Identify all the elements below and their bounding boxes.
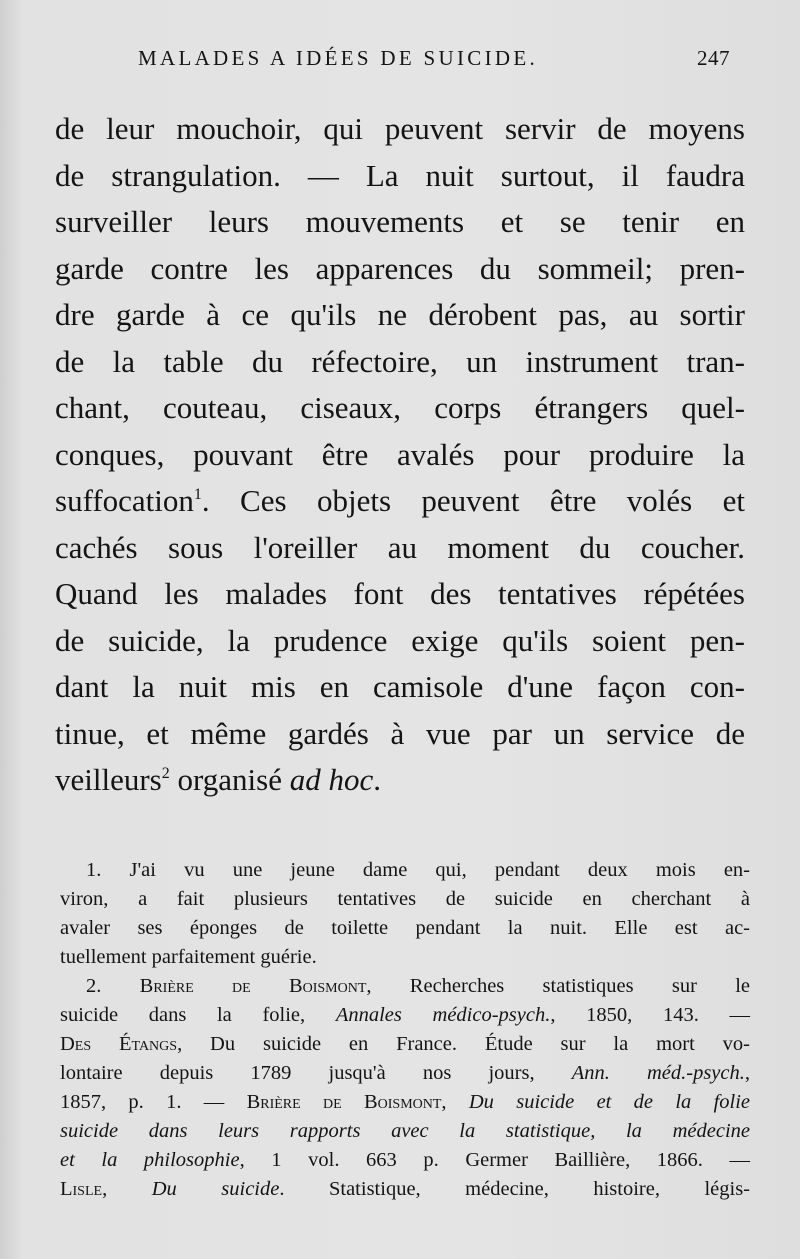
running-head: MALADES A IDÉES DE SUICIDE. bbox=[138, 46, 539, 70]
text-fragment: suicide dans la folie, bbox=[60, 1004, 336, 1026]
page-header bbox=[0, 42, 800, 76]
author-name: Brière de Boismont bbox=[139, 975, 367, 997]
author-name: Lisle bbox=[60, 1178, 103, 1200]
footnote-2-line bbox=[60, 1146, 750, 1175]
italic-phrase: ad hoc bbox=[289, 762, 374, 797]
text-fragment: , Recherches statistiques sur le bbox=[366, 975, 751, 997]
text-fragment: . Statistique, médecine, histoire, légis- bbox=[279, 1178, 751, 1200]
journal-title: Ann. méd.-psych. bbox=[571, 1062, 745, 1084]
book-title: Du suicide bbox=[151, 1178, 280, 1200]
text-line: garde contre les apparences du sommeil; pren- bbox=[55, 250, 745, 286]
text-line: dre garde à ce qu'ils ne dérobent pas, au sortir bbox=[55, 297, 745, 332]
text-line: dant la nuit mis en camisole d'une façon con- bbox=[55, 669, 745, 704]
footnote-2-line bbox=[60, 972, 750, 1001]
text-fragment: . bbox=[373, 762, 381, 797]
text-fragment: , bbox=[102, 1178, 152, 1200]
text-fragment: suffocation bbox=[55, 483, 194, 518]
text-fragment: veilleurs bbox=[55, 762, 162, 797]
text-line: Quand les malades font des tentatives répétées bbox=[55, 576, 745, 611]
footnote-1-line: avaler ses éponges de toilette pendant la nuit. Elle est ac- bbox=[60, 917, 750, 939]
text-fragment: lontaire depuis 1789 jusqu'à nos jours, bbox=[60, 1062, 572, 1084]
text-fragment: , 1850, 143. — bbox=[550, 1004, 750, 1026]
book-title: et la philosophie bbox=[60, 1149, 240, 1171]
journal-title: Annales médico-psych. bbox=[335, 1004, 551, 1026]
text-line: conques, pouvant être avalés pour produire la bbox=[55, 436, 745, 472]
text-fragment: , Du suicide en France. Étude sur la mort vo- bbox=[177, 1033, 750, 1055]
book-title: Du suicide et de la folie bbox=[468, 1091, 751, 1113]
text-fragment: . Ces objets peuvent être volés et bbox=[201, 483, 745, 518]
text-fragment: , bbox=[744, 1062, 751, 1084]
footnote-2-line bbox=[60, 1117, 750, 1146]
text-line: cachés sous l'oreiller au moment du coucher. bbox=[55, 529, 745, 565]
text-fragment: organisé bbox=[169, 762, 290, 797]
footnote-ref-2[interactable]: 2 bbox=[161, 765, 170, 782]
text-line: surveiller leurs mouvements et se tenir en bbox=[55, 204, 745, 239]
footnote-1-line: tuellement parfaitement guérie. bbox=[60, 946, 317, 968]
footnote-number: 2. bbox=[86, 975, 140, 997]
text-line: de suicide, la prudence exige qu'ils soient pen- bbox=[55, 622, 745, 658]
footnote-ref-1[interactable]: 1 bbox=[193, 486, 202, 503]
text-fragment: , 1 vol. 663 p. Germer Baillière, 1866. — bbox=[239, 1149, 750, 1171]
text-line bbox=[55, 757, 745, 804]
footnote-2-line bbox=[60, 1088, 750, 1117]
footnote-2-line bbox=[60, 1059, 750, 1088]
footnote-2-line bbox=[60, 1001, 750, 1030]
text-fragment: , bbox=[441, 1091, 469, 1113]
book-title: suicide dans leurs rapports avec la statistique, la médecine bbox=[60, 1120, 750, 1142]
text-line: de leur mouchoir, qui peuvent servir de moyens bbox=[55, 111, 745, 146]
text-line: de la table du réfectoire, un instrument tran- bbox=[55, 343, 745, 379]
footnotes bbox=[60, 856, 750, 1204]
page-number: 247 bbox=[697, 46, 730, 70]
body-text bbox=[55, 106, 745, 804]
text-line: tinue, et même gardés à vue par un service de bbox=[55, 715, 745, 751]
text-fragment: 1857, p. 1. — bbox=[60, 1091, 247, 1113]
text-line: de strangulation. — La nuit surtout, il faudra bbox=[55, 157, 745, 193]
text-line bbox=[55, 478, 745, 525]
footnote-1-line: viron, a fait plusieurs tentatives de suicide en cherchant à bbox=[60, 888, 750, 910]
footnote-2-line bbox=[60, 1030, 750, 1059]
author-name: Brière de Boismont bbox=[246, 1091, 442, 1113]
footnote-1-line: 1. J'ai vu une jeune dame qui, pendant deux mois en- bbox=[86, 859, 750, 881]
footnote-2-line bbox=[60, 1175, 750, 1204]
text-line: chant, couteau, ciseaux, corps étrangers quel- bbox=[55, 390, 745, 425]
author-name: Des Étangs bbox=[60, 1033, 178, 1055]
